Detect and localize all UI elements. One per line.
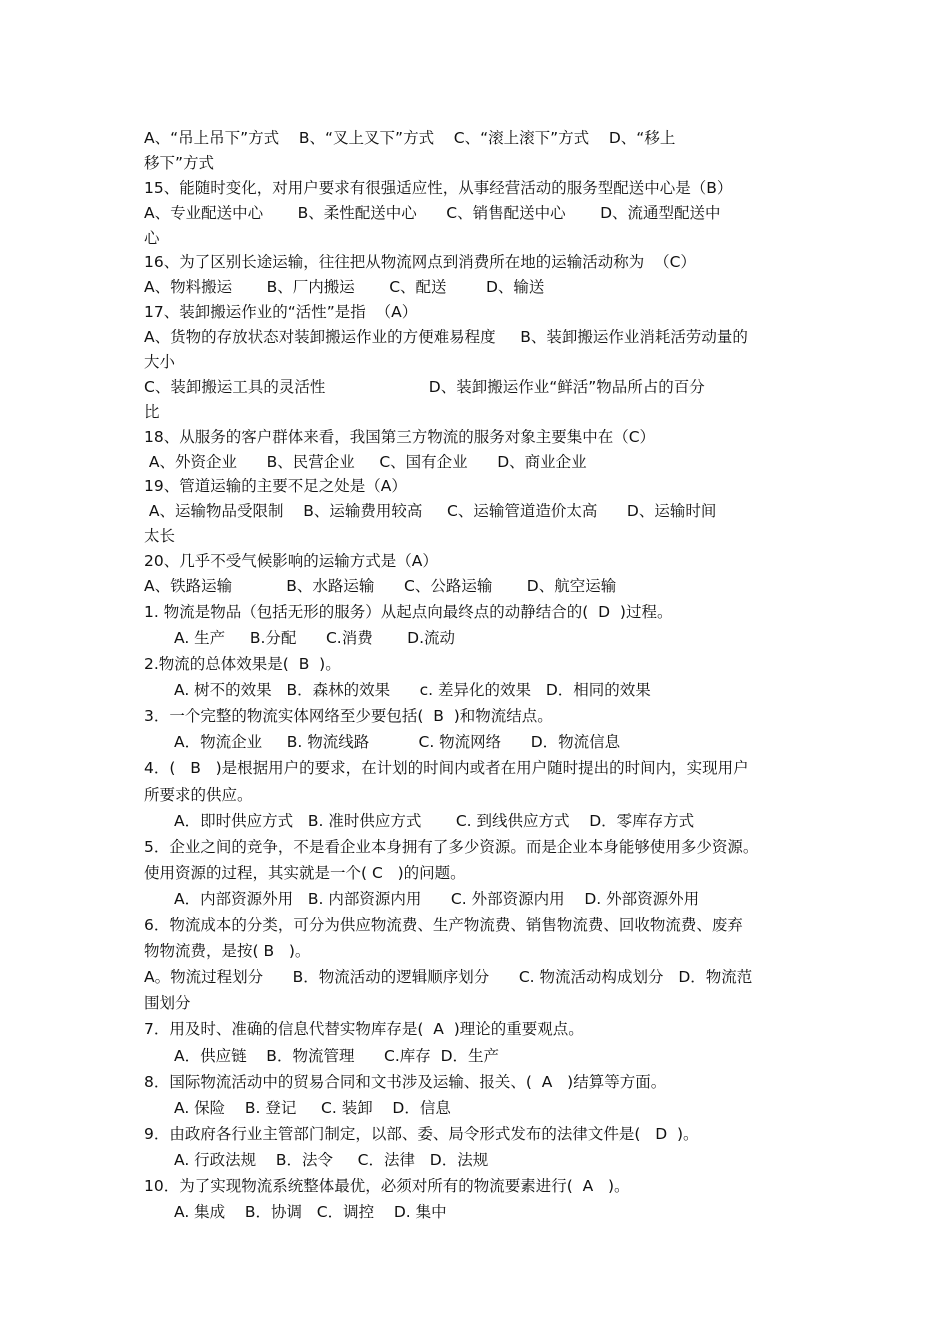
text-line: 移下”方式 — [144, 153, 215, 172]
text-line: A．即时供应方式 B. 准时供应方式 C. 到线供应方式 D．零库存方式 — [174, 811, 695, 830]
text-line: A、外资企业 B、民营企业 C、国有企业 D、商业企业 — [144, 452, 587, 471]
text-line: A．物流企业 B. 物流线路 C. 物流网络 D．物流信息 — [174, 733, 621, 752]
text-line: A. 行政法规 B．法令 C．法律 D．法规 — [174, 1150, 489, 1169]
text-line: 比 — [144, 402, 160, 421]
text-line: 围划分 — [144, 994, 191, 1013]
text-line: A。物流过程划分 B．物流活动的逻辑顺序划分 C. 物流活动构成划分 D．物流范 — [144, 968, 753, 987]
text-line: 10．为了实现物流系统整体最优，必须对所有的物流要素进行( A )。 — [144, 1176, 630, 1195]
text-line: 4．( B )是根据用户的要求，在计划的时间内或者在用户随时提出的时间内，实现用户 — [144, 759, 749, 778]
text-line: 所要求的供应。 — [144, 785, 253, 804]
text-line: A、运输物品受限制 B、运输费用较高 C、运输管道造价太高 D、运输时间 — [144, 502, 717, 521]
text-line: A. 树不的效果 B．森林的效果 c. 差异化的效果 D．相同的效果 — [174, 681, 651, 700]
text-line: 2.物流的总体效果是( B )。 — [144, 655, 341, 674]
text-line: 17、装卸搬运作业的“活性”是指 （A） — [144, 303, 418, 322]
text-line: 3．一个完整的物流实体网络至少要包括( B )和物流结点。 — [144, 707, 553, 726]
text-line: 使用资源的过程，其实就是一个( C )的问题。 — [144, 863, 466, 882]
text-line: A、专业配送中心 B、柔性配送中心 C、销售配送中心 D、流通型配送中 — [144, 203, 721, 222]
text-line: A. 保险 B. 登记 C. 装卸 D．信息 — [174, 1098, 451, 1117]
text-line: 物物流费，是按( B )。 — [144, 942, 311, 961]
text-line: 7．用及时、准确的信息代替实物库存是( A )理论的重要观点。 — [144, 1020, 584, 1039]
text-line: 18、从服务的客户群体来看，我国第三方物流的服务对象主要集中在（C） — [144, 427, 656, 446]
text-line: A、物料搬运 B、厂内搬运 C、配送 D、输送 — [144, 278, 545, 297]
text-line: 5．企业之间的竞争，不是看企业本身拥有了多少资源。而是企业本身能够使用多少资源。 — [144, 837, 759, 856]
text-line: 大小 — [144, 353, 176, 372]
text-line: A. 生产 B.分配 C.消费 D.流动 — [174, 629, 456, 648]
text-line: 19、管道运输的主要不足之处是（A） — [144, 477, 407, 496]
text-line: A、“吊上吊下”方式 B、“叉上叉下”方式 C、“滚上滚下”方式 D、“移上 — [144, 129, 676, 147]
text-line: 6．物流成本的分类，可分为供应物流费、生产物流费、销售物流费、回收物流费、废弃 — [144, 916, 743, 935]
text-line: C、装卸搬运工具的灵活性 D、装卸搬运作业“鲜活”物品所占的百分 — [144, 377, 705, 396]
text-line: 16、为了区别长途运输，往往把从物流网点到消费所在地的运输活动称为 （C） — [144, 253, 696, 272]
text-line: 1. 物流是物品（包括无形的服务）从起点向最终点的动静结合的( D )过程。 — [144, 602, 673, 621]
text-line: 太长 — [144, 527, 176, 546]
text-line: 8．国际物流活动中的贸易合同和文书涉及运输、报关、( A )结算等方面。 — [144, 1072, 667, 1091]
document-body — [144, 126, 816, 1225]
text-line: A、铁路运输 B、水路运输 C、公路运输 D、航空运输 — [144, 577, 617, 596]
text-line: 20、几乎不受气候影响的运输方式是（A） — [144, 552, 438, 571]
text-line: A. 集成 B．协调 C．调控 D. 集中 — [174, 1203, 447, 1222]
text-line: 15、能随时变化，对用户要求有很强适应性，从事经营活动的服务型配送中心是（B） — [144, 178, 733, 197]
text-line: A．内部资源外用 B. 内部资源内用 C. 外部资源内用 D. 外部资源外用 — [174, 889, 700, 908]
text-line: A．供应链 B．物流管理 C.库存 D．生产 — [174, 1046, 500, 1065]
text-line: 9．由政府各行业主管部门制定，以部、委、局令形式发布的法律文件是( D )。 — [144, 1124, 699, 1143]
text-line: 心 — [144, 228, 160, 247]
text-line: A、货物的存放状态对装卸搬运作业的方便难易程度 B、装卸搬运作业消耗活劳动量的 — [144, 328, 748, 347]
